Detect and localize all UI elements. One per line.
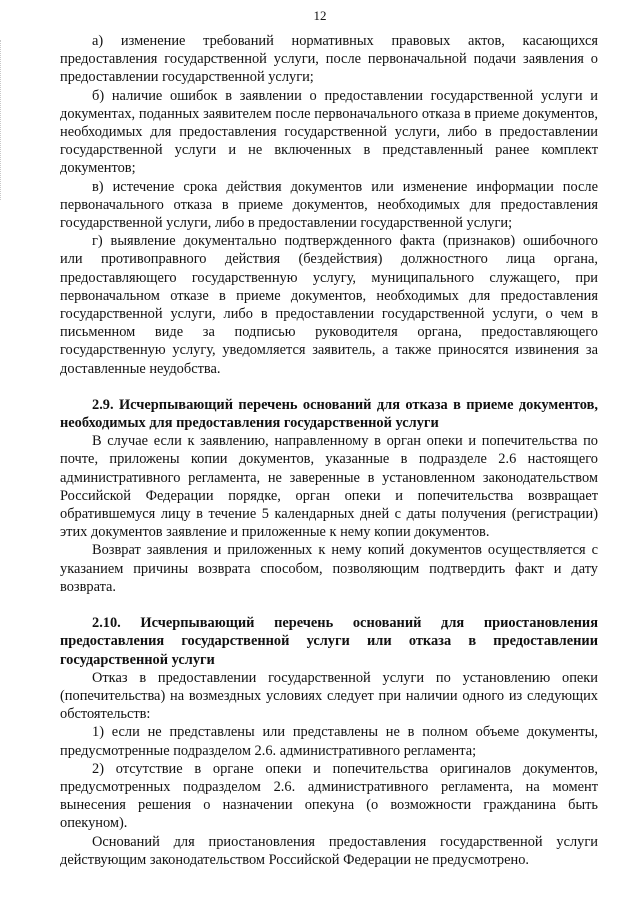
section-2-10-paragraph: Оснований для приостановления предоставления государственной услуги действующим законодательством Российской Федерации не предусмотрено. bbox=[60, 833, 598, 868]
section-2-9-paragraph: Возврат заявления и приложенных к нему копий документов осуществляется с указанием причины возврата способом, позволяющим подтвердить факт и дату возврата. bbox=[60, 542, 598, 595]
section-gap bbox=[60, 378, 598, 396]
page-number: 12 bbox=[313, 8, 327, 23]
section-heading-2-9: 2.9. Исчерпывающий перечень оснований для отказа в приеме документов, необходимых для предоставления государственной услуги bbox=[60, 396, 598, 432]
list-item-b: б) наличие ошибок в заявлении о предоставлении государственной услуги и документах, поданных заявителем после первоначального отказа в приеме документов, необходимых для предоставления государственной услуги, либо в предоставлении государственной услуги и не включенных в представленный ранее комплект документов; bbox=[60, 87, 598, 177]
section-2-10-list-item-1: 1) если не представлены или представлены не в полном объеме документы, предусмотренные подразделом 2.6. административного регламента; bbox=[60, 724, 598, 759]
section-2-9-paragraph: В случае если к заявлению, направленному в орган опеки и попечительства по почте, приложены копии документов, указанные в подразделе 2.6 настоящего административного регламента, не заверенные в установленном законодательством Российской Федерации порядке, орган опеки и попечительства возвращает обратившемуся лицу в течение 5 календарных дней с даты получения (регистрации) этих документов заявление и приложенные к нему копии документов. bbox=[60, 433, 598, 541]
list-item-c: в) истечение срока действия документов или изменение информации после первоначального отказа в приеме документов, необходимых для предоставления государственной услуги, либо в предоставлении государственной услуги; bbox=[60, 178, 598, 232]
section-2-10-list-item-2: 2) отсутствие в органе опеки и попечительства оригиналов документов, предусмотренных подразделом 2.6. административного регламента, на момент вынесения решения о назначении опекуна (о возможности гражданина быть опекуном). bbox=[60, 760, 598, 832]
section-gap bbox=[60, 596, 598, 614]
list-item-a: а) изменение требований нормативных правовых актов, касающихся предоставления государственной услуги, после первоначальной подачи заявления о предоставлении государственной услуги; bbox=[60, 33, 598, 86]
document-body bbox=[60, 32, 598, 869]
list-item-d: г) выявление документально подтвержденного факта (признаков) ошибочного или противоправного действия (бездействия) должностного лица органа, предоставляющего государственную услугу, муниципального служащего, при первоначальном отказе в приеме документов, необходимых для предоставления государственной услуги, либо в предоставлении государственной услуги, о чем в письменном виде за подписью руководителя органа, предоставляющего государственную услугу, уведомляется заявитель, а также приносятся извинения за доставленные неудобства. bbox=[60, 233, 598, 377]
section-2-10-paragraph: Отказ в предоставлении государственной услуги по установлению опеки (попечительства) на возмездных условиях следует при наличии одного из следующих обстоятельств: bbox=[60, 669, 598, 723]
scan-edge-marks bbox=[0, 40, 4, 200]
section-heading-2-10: 2.10. Исчерпывающий перечень оснований для приостановления предоставления государственной услуги или отказа в предоставлении государственной услуги bbox=[60, 615, 598, 668]
